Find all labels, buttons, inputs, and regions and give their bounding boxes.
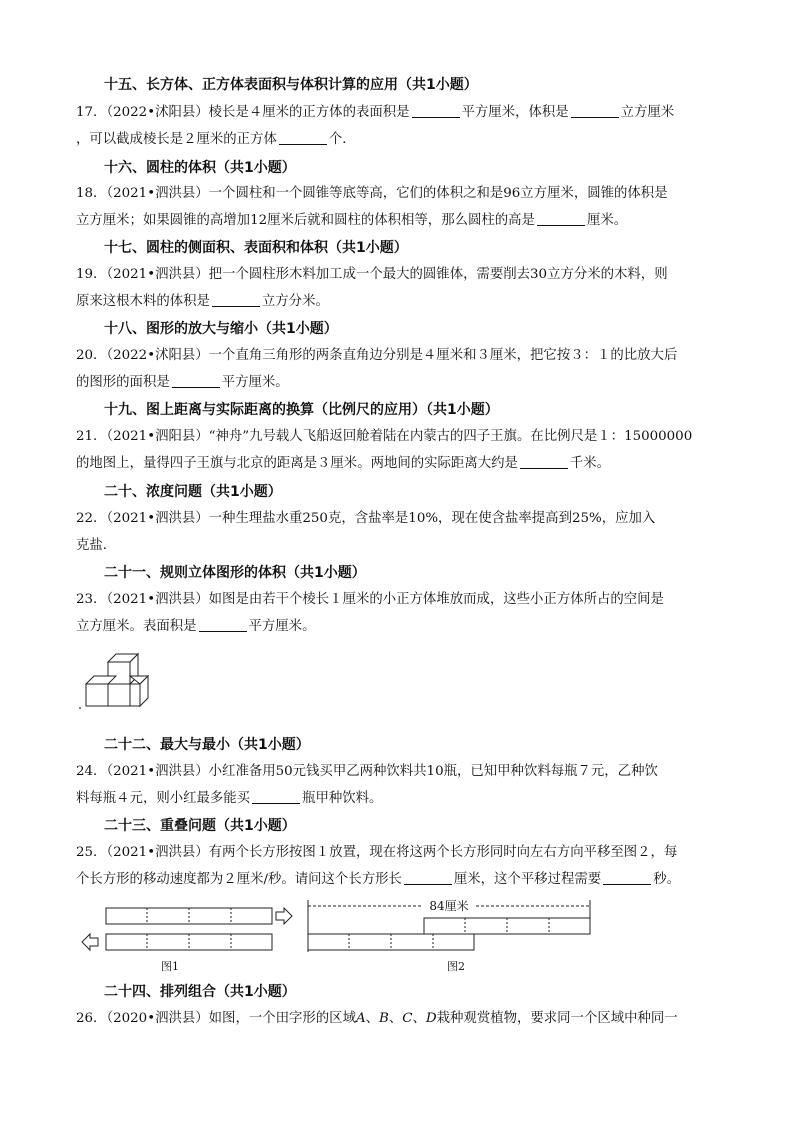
question-22-line-1: 22．（2021•泗洪县）一种生理盐水重250克，含盐率是10%，现在使含盐率提高到25%，应加入	[76, 511, 656, 526]
question-17-line-1: 17．（2022•沭阳县）棱长是４厘米的正方体的表面积是 平方厘米，体积是 立方厘米	[76, 105, 675, 120]
answer-blank[interactable]	[279, 130, 327, 145]
section-heading-15: 十五、长方体、正方体表面积与体积计算的应用（共1小题）	[104, 77, 478, 93]
question-24-line-2: 料每瓶４元，则小红最多能买 瓶甲种饮料。	[76, 791, 383, 806]
answer-blank[interactable]	[252, 789, 300, 804]
answer-blank[interactable]	[412, 103, 460, 118]
section-heading-16: 十六、圆柱的体积（共1小题）	[104, 160, 296, 176]
answer-blank[interactable]	[199, 617, 247, 632]
section-heading-24: 二十四、排列组合（共1小题）	[104, 984, 296, 1000]
question-20-line-2: 的图形的面积是 平方厘米。	[76, 375, 289, 390]
section-heading-21: 二十一、规则立体图形的体积（共1小题）	[104, 565, 366, 581]
answer-blank[interactable]	[603, 870, 651, 885]
section-heading-22: 二十二、最大与最小（共1小题）	[104, 737, 310, 753]
section-heading-20: 二十、浓度问题（共1小题）	[104, 484, 282, 500]
cube-stack-figure	[76, 650, 162, 716]
answer-blank[interactable]	[537, 211, 585, 226]
question-19-line-1: 19．（2021•泗洪县）把一个圆柱形木料加工成一个最大的圆锥体，需要削去30立方分米的木料，则	[76, 267, 668, 282]
answer-blank[interactable]	[172, 373, 220, 388]
answer-blank[interactable]	[212, 292, 260, 307]
figure-2-dimension: 84厘米	[429, 899, 469, 913]
left-arrow-icon	[82, 934, 98, 950]
question-21-line-2: 的地图上，量得四子王旗与北京的距离是３厘米。两地间的实际距离大约是 千米。	[76, 456, 611, 471]
figure-2-label: 图2	[447, 960, 465, 973]
question-18-line-1: 18．（2021•泗洪县）一个圆柱和一个圆锥等底等高，它们的体积之和是96立方厘米，圆锥的体积是	[76, 186, 668, 201]
question-24-line-1: 24．（2021•泗洪县）小红准备用50元钱买甲乙两种饮料共10瓶，已知甲种饮料每瓶７元，乙种饮	[76, 764, 658, 779]
question-18-line-2: 立方厘米；如果圆锥的高增加12厘米后就和圆柱的体积相等，那么圆柱的高是 厘米。	[76, 213, 628, 228]
figure-1-label: 图1	[161, 960, 179, 973]
answer-blank[interactable]	[571, 103, 619, 118]
question-17-line-2: ，可以截成棱长是２厘米的正方体 个．	[76, 132, 356, 147]
question-20-line-1: 20．（2022•沭阳县）一个直角三角形的两条直角边分别是４厘米和３厘米，把它按３：１的比放大后	[76, 348, 678, 363]
question-22-line-2: 克盐．	[76, 538, 117, 553]
section-heading-23: 二十三、重叠问题（共1小题）	[104, 818, 296, 834]
rectangles-figure	[76, 898, 606, 978]
section-heading-19: 十九、图上距离与实际距离的换算（比例尺的应用）（共1小题）	[104, 402, 499, 418]
answer-blank[interactable]	[520, 454, 568, 469]
question-23-line-2: 立方厘米。表面积是 平方厘米。	[76, 619, 316, 634]
question-26-line-1: 26．（2020•泗洪县）如图，一个田字形的区域A、B、C、D栽种观赏植物，要求同一个区域中种同一	[76, 1011, 678, 1026]
question-21-line-1: 21．（2021•泗阳县）“神舟”九号载人飞船返回舱着陆在内蒙古的四子王旗。在比例尺是１：15000000	[76, 429, 693, 444]
section-heading-18: 十八、图形的放大与缩小（共1小题）	[104, 321, 338, 337]
question-19-line-2: 原来这根木料的体积是 立方分米。	[76, 294, 329, 309]
right-arrow-icon	[276, 908, 292, 924]
answer-blank[interactable]	[404, 870, 452, 885]
question-25-line-1: 25．（2021•泗洪县）有两个长方形按图１放置，现在将这两个长方形同时向左右方向平移至图２，每	[76, 845, 678, 860]
question-23-line-1: 23．（2021•泗洪县）如图是由若干个棱长１厘米的小正方体堆放而成，这些小正方体所占的空间是	[76, 592, 664, 607]
question-25-line-2: 个长方形的移动速度都为２厘米/秒。请问这个长方形长 厘米，这个平移过程需要 秒。	[76, 872, 680, 887]
section-heading-17: 十七、圆柱的侧面积、表面积和体积（共1小题）	[104, 240, 408, 256]
